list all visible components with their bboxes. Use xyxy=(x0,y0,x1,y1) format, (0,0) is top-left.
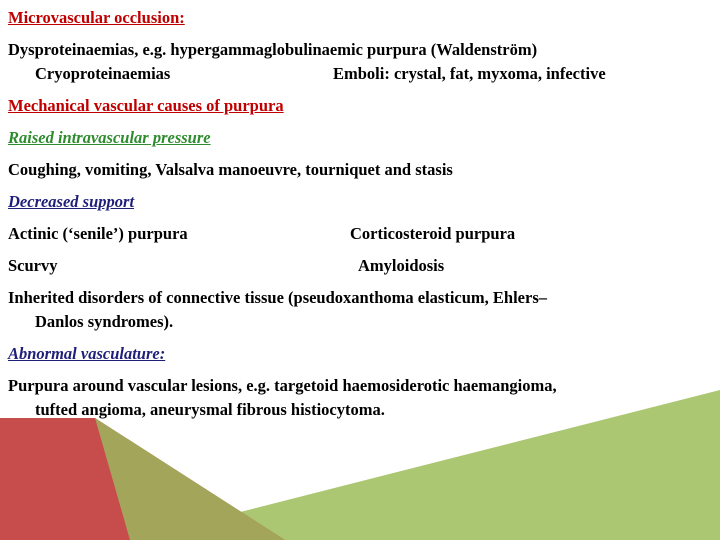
heading-microvascular-occlusion: Microvascular occlusion: xyxy=(8,8,185,27)
heading-abnormal-vasculature: Abnormal vasculature: xyxy=(8,344,166,363)
text-purpura-line2: tufted angioma, aneurysmal fibrous histiocytoma. xyxy=(35,400,385,419)
text-corticosteroid-purpura: Corticosteroid purpura xyxy=(350,224,516,243)
heading-raised-pressure: Raised intravascular pressure xyxy=(8,128,211,147)
text-amyloidosis: Amyloidosis xyxy=(358,256,445,275)
text-raised-pressure-items: Coughing, vomiting, Valsalva manoeuvre, tourniquet and stasis xyxy=(8,160,453,179)
text-scurvy: Scurvy xyxy=(8,256,58,275)
heading-mechanical-causes: Mechanical vascular causes of purpura xyxy=(8,96,284,115)
heading-decreased-support: Decreased support xyxy=(8,192,135,211)
text-inherited-line2: Danlos syndromes). xyxy=(35,312,174,331)
text-dysproteinaemias: Dysproteinaemias, e.g. hypergammaglobulinaemic purpura (Waldenström) xyxy=(8,40,538,59)
text-inherited-line1: Inherited disorders of connective tissue (pseudoxanthoma elasticum, Ehlers– xyxy=(8,288,547,307)
text-emboli: Emboli: crystal, fat, myxoma, infective xyxy=(333,64,606,83)
text-purpura-line1: Purpura around vascular lesions, e.g. targetoid haemosiderotic haemangioma, xyxy=(8,376,557,395)
text-cryoproteinaemias: Cryoproteinaemias xyxy=(35,64,171,83)
text-actinic-purpura: Actinic (‘senile’) purpura xyxy=(8,224,188,243)
